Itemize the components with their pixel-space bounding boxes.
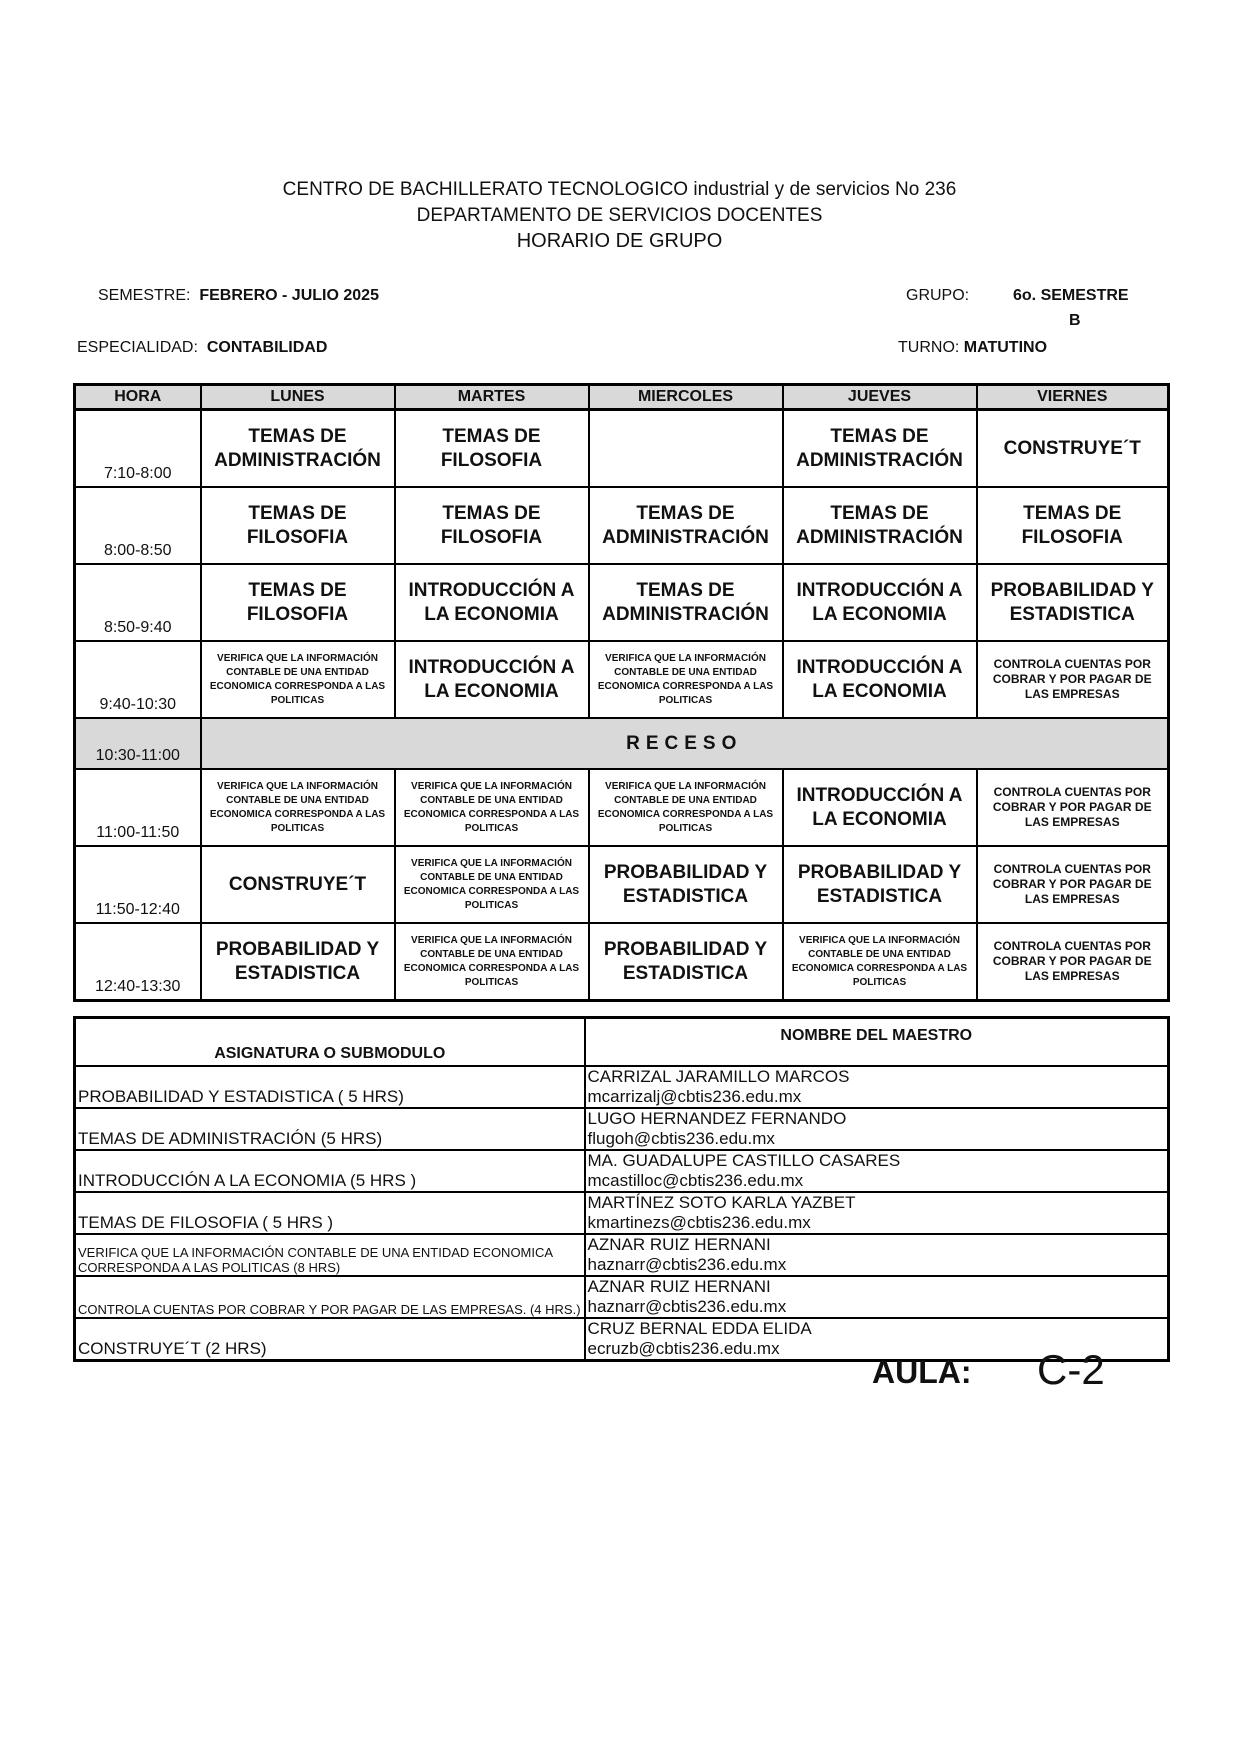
class-cell: INTRODUCCIÓN A LA ECONOMIA <box>395 641 589 718</box>
class-cell: TEMAS DE FILOSOFIA <box>395 410 589 488</box>
class-cell: TEMAS DE FILOSOFIA <box>977 487 1169 564</box>
teacher-info <box>585 1108 1169 1150</box>
teacher-column-header: NOMBRE DEL MAESTRO <box>585 1018 1169 1067</box>
recess-label: RECESO <box>201 718 1169 769</box>
teacher-name: AZNAR RUIZ HERNANI <box>587 1235 771 1254</box>
teacher-info <box>585 1150 1169 1192</box>
class-cell: TEMAS DE ADMINISTRACIÓN <box>589 487 783 564</box>
subject-name: TEMAS DE FILOSOFIA ( 5 HRS ) <box>75 1192 585 1234</box>
header-viernes: VIERNES <box>977 385 1169 410</box>
class-cell: PROBABILIDAD Y ESTADISTICA <box>977 564 1169 641</box>
class-cell: INTRODUCCIÓN A LA ECONOMIA <box>395 564 589 641</box>
class-cell: VERIFICA QUE LA INFORMACIÓN CONTABLE DE UNA ENTIDAD ECONOMICA CORRESPONDA A LAS POLITICAS <box>395 923 589 1001</box>
subject-column-header: ASIGNATURA O SUBMODULO <box>75 1018 585 1067</box>
teacher-email: haznarr@cbtis236.edu.mx <box>587 1255 787 1274</box>
subject-name: INTRODUCCIÓN A LA ECONOMIA (5 HRS ) <box>75 1150 585 1192</box>
class-cell: VERIFICA QUE LA INFORMACIÓN CONTABLE DE UNA ENTIDAD ECONOMICA CORRESPONDA A LAS POLITICAS <box>589 769 783 846</box>
schedule-row <box>75 641 1169 718</box>
school-name: CENTRO DE BACHILLERATO TECNOLOGICO industrial y de servicios No 236 <box>282 179 957 200</box>
class-cell: TEMAS DE FILOSOFIA <box>201 564 395 641</box>
teacher-name: MA. GUADALUPE CASTILLO CASARES <box>587 1151 901 1170</box>
subject-name: VERIFICA QUE LA INFORMACIÓN CONTABLE DE UNA ENTIDAD ECONOMICA CORRESPONDA A LAS POLITICAS (8 HRS) <box>75 1234 585 1276</box>
teachers-header-row <box>75 1018 1169 1067</box>
teacher-name: MARTÍNEZ SOTO KARLA YAZBET <box>587 1193 856 1212</box>
teacher-row <box>75 1234 1169 1276</box>
class-cell: VERIFICA QUE LA INFORMACIÓN CONTABLE DE UNA ENTIDAD ECONOMICA CORRESPONDA A LAS POLITICAS <box>589 641 783 718</box>
teacher-email: kmartinezs@cbtis236.edu.mx <box>587 1213 811 1232</box>
class-cell: TEMAS DE FILOSOFIA <box>201 487 395 564</box>
aula-value: C-2 <box>1037 1346 1105 1393</box>
time-slot: 9:40-10:30 <box>75 641 201 718</box>
class-cell: TEMAS DE ADMINISTRACIÓN <box>201 410 395 488</box>
class-cell: TEMAS DE ADMINISTRACIÓN <box>783 487 977 564</box>
class-cell: INTRODUCCIÓN A LA ECONOMIA <box>783 641 977 718</box>
grupo-letter: B <box>1069 312 1081 329</box>
teacher-email: mcastilloc@cbtis236.edu.mx <box>587 1171 804 1190</box>
class-cell: PROBABILIDAD Y ESTADISTICA <box>783 846 977 923</box>
class-cell: PROBABILIDAD Y ESTADISTICA <box>589 923 783 1001</box>
class-cell: CONSTRUYE´T <box>201 846 395 923</box>
subject-name: TEMAS DE ADMINISTRACIÓN (5 HRS) <box>75 1108 585 1150</box>
subject-name: PROBABILIDAD Y ESTADISTICA ( 5 HRS) <box>75 1066 585 1108</box>
grupo-label: GRUPO: <box>906 287 970 304</box>
teacher-name: AZNAR RUIZ HERNANI <box>587 1277 771 1296</box>
teacher-email: flugoh@cbtis236.edu.mx <box>587 1129 775 1148</box>
grupo-value: 6o. SEMESTRE <box>1013 287 1129 304</box>
schedule-row <box>75 564 1169 641</box>
time-slot: 7:10-8:00 <box>75 410 201 488</box>
class-cell: INTRODUCCIÓN A LA ECONOMIA <box>783 564 977 641</box>
subject-name: CONTROLA CUENTAS POR COBRAR Y POR PAGAR DE LAS EMPRESAS. (4 HRS.) <box>75 1276 585 1318</box>
class-cell: VERIFICA QUE LA INFORMACIÓN CONTABLE DE UNA ENTIDAD ECONOMICA CORRESPONDA A LAS POLITICAS <box>395 846 589 923</box>
schedule-row <box>75 769 1169 846</box>
department-name: DEPARTAMENTO DE SERVICIOS DOCENTES <box>416 205 823 226</box>
time-slot: 8:50-9:40 <box>75 564 201 641</box>
semestre-field <box>98 287 379 305</box>
class-cell: PROBABILIDAD Y ESTADISTICA <box>201 923 395 1001</box>
teacher-email: ecruzb@cbtis236.edu.mx <box>587 1339 780 1358</box>
semestre-value: FEBRERO - JULIO 2025 <box>199 287 379 304</box>
teacher-info <box>585 1234 1169 1276</box>
schedule-table <box>73 383 1170 1002</box>
especialidad-value: CONTABILIDAD <box>206 339 328 356</box>
class-cell: TEMAS DE ADMINISTRACIÓN <box>589 564 783 641</box>
time-slot: 10:30-11:00 <box>75 718 201 769</box>
class-cell: VERIFICA QUE LA INFORMACIÓN CONTABLE DE UNA ENTIDAD ECONOMICA CORRESPONDA A LAS POLITICAS <box>395 769 589 846</box>
header-jueves: JUEVES <box>783 385 977 410</box>
time-slot: 11:00-11:50 <box>75 769 201 846</box>
class-cell: PROBABILIDAD Y ESTADISTICA <box>589 846 783 923</box>
aula-label: AULA: <box>872 1354 972 1390</box>
teacher-name: LUGO HERNANDEZ FERNANDO <box>587 1109 847 1128</box>
document-title: HORARIO DE GRUPO <box>516 230 723 252</box>
schedule-header-row <box>75 385 1169 410</box>
class-cell: TEMAS DE FILOSOFIA <box>395 487 589 564</box>
turno-value: MATUTINO <box>963 339 1048 356</box>
class-cell: VERIFICA QUE LA INFORMACIÓN CONTABLE DE UNA ENTIDAD ECONOMICA CORRESPONDA A LAS POLITICAS <box>783 923 977 1001</box>
especialidad-field <box>77 339 327 357</box>
teacher-name: CARRIZAL JARAMILLO MARCOS <box>587 1067 850 1086</box>
class-cell: CONSTRUYE´T <box>977 410 1169 488</box>
turno-field <box>898 339 1047 357</box>
class-cell: VERIFICA QUE LA INFORMACIÓN CONTABLE DE UNA ENTIDAD ECONOMICA CORRESPONDA A LAS POLITICAS <box>201 641 395 718</box>
teacher-row <box>75 1192 1169 1234</box>
header-miercoles: MIERCOLES <box>589 385 783 410</box>
class-cell: INTRODUCCIÓN A LA ECONOMIA <box>783 769 977 846</box>
header-lunes: LUNES <box>201 385 395 410</box>
turno-label: TURNO: <box>898 339 960 356</box>
schedule-row <box>75 846 1169 923</box>
teacher-info <box>585 1066 1169 1108</box>
teacher-row <box>75 1066 1169 1108</box>
subject-name: CONSTRUYE´T (2 HRS) <box>75 1318 585 1361</box>
recess-row <box>75 718 1169 769</box>
class-cell <box>589 410 783 488</box>
teacher-name: CRUZ BERNAL EDDA ELIDA <box>587 1319 812 1338</box>
header-martes: MARTES <box>395 385 589 410</box>
class-cell: VERIFICA QUE LA INFORMACIÓN CONTABLE DE UNA ENTIDAD ECONOMICA CORRESPONDA A LAS POLITICAS <box>201 769 395 846</box>
schedule-row <box>75 923 1169 1001</box>
class-cell: CONTROLA CUENTAS POR COBRAR Y POR PAGAR DE LAS EMPRESAS <box>977 641 1169 718</box>
teacher-row <box>75 1318 1169 1361</box>
schedule-row <box>75 487 1169 564</box>
teacher-email: haznarr@cbtis236.edu.mx <box>587 1297 787 1316</box>
teachers-table <box>73 1016 1170 1362</box>
teacher-email: mcarrizalj@cbtis236.edu.mx <box>587 1087 802 1106</box>
time-slot: 11:50-12:40 <box>75 846 201 923</box>
class-cell: CONTROLA CUENTAS POR COBRAR Y POR PAGAR DE LAS EMPRESAS <box>977 923 1169 1001</box>
teacher-info <box>585 1276 1169 1318</box>
teacher-row <box>75 1150 1169 1192</box>
header-hora: HORA <box>75 385 201 410</box>
time-slot: 12:40-13:30 <box>75 923 201 1001</box>
class-cell: CONTROLA CUENTAS POR COBRAR Y POR PAGAR DE LAS EMPRESAS <box>977 846 1169 923</box>
time-slot: 8:00-8:50 <box>75 487 201 564</box>
class-cell: CONTROLA CUENTAS POR COBRAR Y POR PAGAR DE LAS EMPRESAS <box>977 769 1169 846</box>
schedule-row <box>75 410 1169 488</box>
teacher-row <box>75 1108 1169 1150</box>
class-cell: TEMAS DE ADMINISTRACIÓN <box>783 410 977 488</box>
teacher-info <box>585 1192 1169 1234</box>
semestre-label: SEMESTRE: <box>98 287 191 304</box>
teacher-row <box>75 1276 1169 1318</box>
especialidad-label: ESPECIALIDAD: <box>77 339 198 356</box>
